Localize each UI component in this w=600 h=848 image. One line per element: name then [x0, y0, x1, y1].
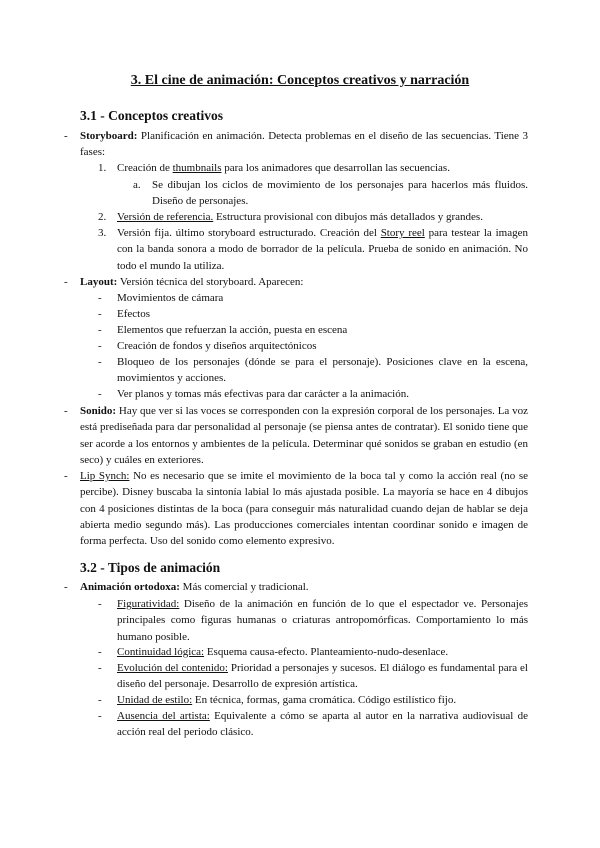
list-number: 1. [98, 162, 107, 174]
bullet-dash: - [98, 292, 102, 304]
page-title: 3. El cine de animación: Conceptos creativos y narración [130, 73, 470, 88]
bullet-dash: - [64, 276, 68, 288]
storyboard-item-3: Versión fija. último storyboard estructurado. Creación del Story reel para testear la imagen con la banda sonora a modo de borrador de la película. Prueba de sonido en animación. No todo el mundo la utiliza. [117, 227, 528, 272]
storyboard-item-2: Versión de referencia. Estructura provisional con dibujos más detallados y grandes. [117, 211, 483, 223]
bullet-dash: - [98, 646, 102, 658]
bullet-dash: - [98, 662, 102, 674]
ortodoxa-item-unidad: Unidad de estilo: En técnica, formas, gama cromática. Código estilístico fijo. [117, 694, 457, 706]
ortodoxa-item-evolucion: Evolución del contenido: Prioridad a personajes y sucesos. El diálogo es fundamental para el diseño del personaje. Desarrollo de expresión artística. [117, 662, 528, 691]
bullet-dash: - [64, 130, 68, 142]
story-reel-term: Story reel [380, 227, 425, 239]
version-referencia-term: Versión de referencia. [117, 211, 214, 223]
layout-item: Creación de fondos y diseños arquitectónicos [117, 340, 317, 352]
section-heading-3-1: 3.1 - Conceptos creativos [80, 108, 223, 123]
bullet-dash: - [98, 598, 102, 610]
storyboard-item-1: Creación de thumbnails para los animadores que desarrollan las secuencias. [117, 162, 450, 174]
bullet-dash: - [98, 356, 102, 368]
layout-item: Elementos que refuerzan la acción, puesta en escena [117, 324, 348, 336]
storyboard-label: Storyboard: [80, 130, 138, 142]
ortodoxa-item-figuratividad: Figuratividad: Diseño de la animación en función de lo que el espectador ve. Personajes principales como figuras humanas o criaturas antropomórficas. Comportamiento lo más humano posible. [117, 598, 528, 643]
lipsynch-paragraph: Lip Synch: No es necesario que se imite el movimiento de la boca tal y como la acción real (no se percibe). Disney buscaba la sintonía labial lo más ajustada posible. La mayoría se hace en 4 dibujos con 4 posiciones distintas de la boca (para conseguir más naturalidad cuando dejan de hablar se deja abierta medio segundo más). Las producciones comerciales intentan coordinar sonido e imagen de forma perfecta. Uso del sonido como elemento expresivo. [80, 470, 528, 548]
ortodoxa-paragraph: Animación ortodoxa: Más comercial y tradicional. [80, 581, 309, 593]
storyboard-paragraph [80, 128, 528, 161]
layout-item: Movimientos de cámara [117, 292, 224, 304]
sonido-paragraph: Sonido: Hay que ver si las voces se corresponden con la expresión corporal de los personajes. La voz está prediseñada para dar personalidad al personaje (se piensa antes de contratar). El sonido tiene que ser acorde a los entornos y ambientes de la película. Determinar qué sonidos se graban en estudio (en seco) y cuáles en exteriores. [80, 405, 528, 466]
ortodoxa-label: Animación ortodoxa: [80, 581, 180, 593]
bullet-dash: - [98, 308, 102, 320]
ortodoxa-item-ausencia: Ausencia del artista: Equivalente a cómo se aparta al autor en la narrativa audiovisual de acción real del periodo clásico. [117, 710, 528, 739]
ortodoxa-item-continuidad: Continuidad lógica: Esquema causa-efecto. Planteamiento-nudo-desenlace. [117, 646, 449, 658]
list-number: 3. [98, 227, 107, 239]
thumbnails-term: thumbnails [172, 162, 222, 174]
bullet-dash: - [98, 324, 102, 336]
bullet-dash: - [64, 405, 68, 417]
bullet-dash: - [98, 340, 102, 352]
layout-label: Layout: [80, 276, 118, 288]
layout-paragraph: Layout: Versión técnica del storyboard. Aparecen: [80, 276, 304, 288]
section-heading-3-2: 3.2 - Tipos de animación [80, 560, 221, 575]
list-number: 2. [98, 211, 107, 223]
storyboard-text: Planificación en animación. Detecta problemas en el diseño de las secuencias. Tiene 3 fases: [80, 130, 529, 159]
bullet-dash: - [64, 470, 68, 482]
layout-item: Bloqueo de los personajes (dónde se para el personaje). Posiciones clave en la escena, movimientos y acciones. [117, 356, 528, 385]
storyboard-item-1a: Se dibujan los ciclos de movimiento de los personajes para hacerlos más fluidos. Diseño de personajes. [152, 179, 528, 208]
bullet-dash: - [98, 710, 102, 722]
bullet-dash: - [98, 694, 102, 706]
bullet-dash: - [64, 581, 68, 593]
list-letter: a. [133, 179, 141, 191]
lipsynch-label: Lip Synch: [80, 470, 130, 482]
bullet-dash: - [98, 388, 102, 400]
layout-item: Ver planos y tomas más efectivas para dar carácter a la animación. [117, 388, 409, 400]
layout-item: Efectos [117, 308, 150, 320]
sonido-label: Sonido: [80, 405, 117, 417]
